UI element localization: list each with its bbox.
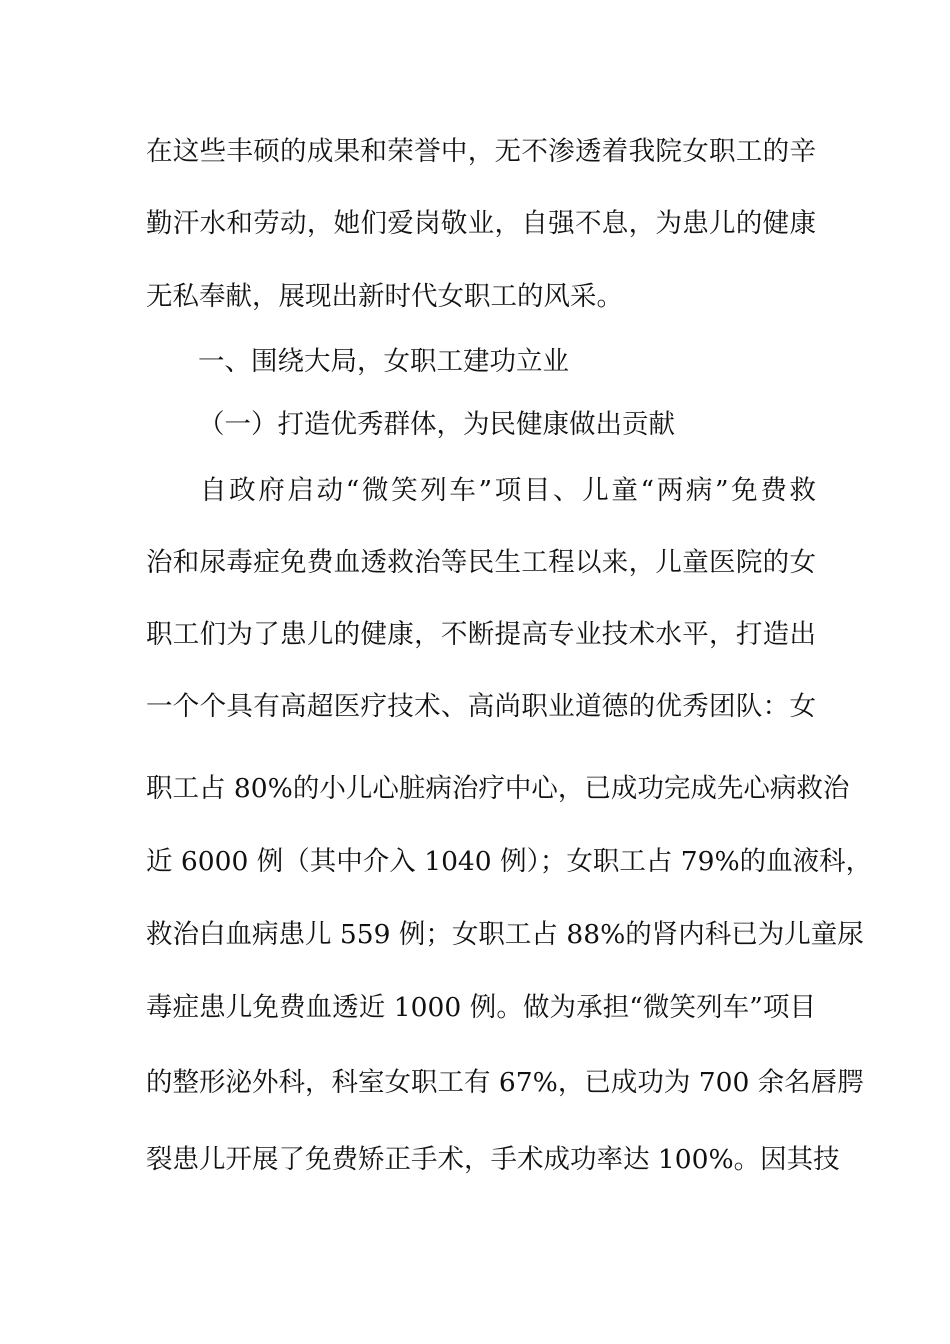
paragraph-line: 的整形泌外科，科室女职工有 67%，已成功为 700 余名唇腭 xyxy=(146,1067,864,1098)
paragraph-line: 自政府启动“微笑列车”项目、儿童“两病”免费救 xyxy=(200,475,816,506)
paragraph-line: 一个个具有高超医疗技术、高尚职业道德的优秀团队：女 xyxy=(146,691,816,722)
paragraph-line: 在这些丰硕的成果和荣誉中，无不渗透着我院女职工的辛 xyxy=(146,136,816,167)
paragraph-line: 毒症患儿免费血透近 1000 例。做为承担“微笑列车”项目 xyxy=(146,992,816,1023)
subsection-heading: （一）打造优秀群体，为民健康做出贡献 xyxy=(198,409,675,440)
paragraph-line: 无私奉献，展现出新时代女职工的风采。 xyxy=(146,281,623,312)
paragraph-line: 职工占 80%的小儿心脏病治疗中心，已成功完成先心病救治 xyxy=(146,773,850,804)
paragraph-line: 职工们为了患儿的健康，不断提高专业技术水平，打造出 xyxy=(146,619,816,650)
paragraph-line: 救治白血病患儿 559 例；女职工占 88%的肾内科已为儿童尿 xyxy=(146,919,864,950)
paragraph-line: 近 6000 例（其中介入 1040 例）；女职工占 79%的血液科， xyxy=(146,846,873,877)
section-heading: 一、围绕大局，女职工建功立业 xyxy=(198,346,569,377)
paragraph-line: 治和尿毒症免费血透救治等民生工程以来，儿童医院的女 xyxy=(146,547,816,578)
paragraph-line: 裂患儿开展了免费矫正手术，手术成功率达 100%。因其技 xyxy=(146,1144,840,1175)
paragraph-line: 勤汗水和劳动，她们爱岗敬业，自强不息，为患儿的健康 xyxy=(146,208,816,239)
